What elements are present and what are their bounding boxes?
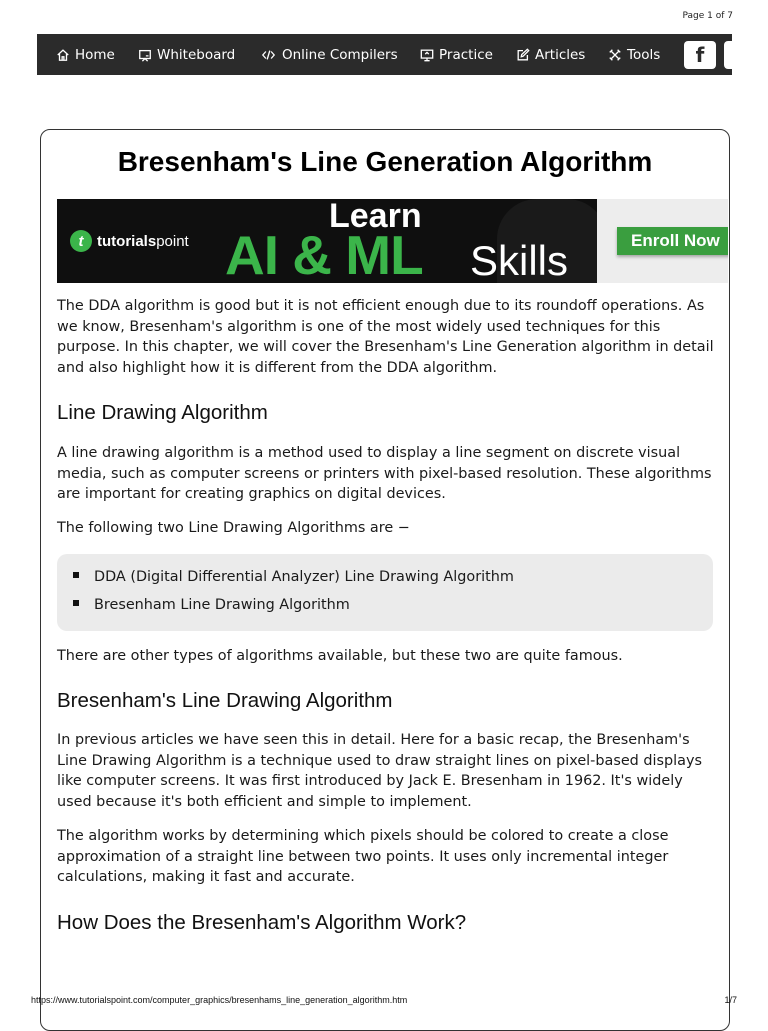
paragraph: The algorithm works by determining which pixels should be colored to create a close approximation of a straight line between two points. It uses only incremental integer calculations, making it fast and accurate.: [57, 828, 669, 886]
section-bresenham: [57, 689, 717, 713]
section-bresenham-body: [57, 730, 717, 813]
page-title: Bresenham's Line Generation Algorithm: [117, 146, 653, 177]
nav-articles-label: Articles: [535, 46, 586, 63]
nav-practice-label: Practice: [439, 46, 493, 63]
footer-url: https://www.tutorialspoint.com/computer_graphics/bresenhams_line_generation_algorithm.htm: [31, 995, 408, 1005]
list-item: [73, 569, 514, 585]
nav-whiteboard[interactable]: [138, 34, 235, 75]
logo-text-bold: tutorials: [97, 232, 157, 250]
nav-online-compilers[interactable]: [260, 34, 398, 75]
nav-home[interactable]: [56, 34, 115, 75]
paragraph: A line drawing algorithm is a method used to display a line segment on discrete visual media, such as computer screens or printers with pixel-based resolution. These algorithms are important for creating graphics on digital devices.: [57, 445, 712, 503]
section-bresenham-body-2: [57, 826, 717, 888]
nav-whiteboard-label: Whiteboard: [157, 46, 236, 63]
tools-icon: [608, 48, 622, 62]
logo-mark: t: [70, 230, 92, 252]
tutorialspoint-logo: [70, 230, 189, 252]
banner-learn: Learn: [329, 199, 422, 235]
intro-paragraph: The DDA algorithm is good but it is not efficient enough due to its roundoff operations. As we know, Bresenham's algorithm is one of the most widely used techniques for this purpose. In this chapter, we will cover the Bresenham's Line Generation algorithm in detail and also highlight how it is different from the DDA algorithm.: [57, 298, 714, 377]
section-heading: Bresenham's Line Drawing Algorithm: [57, 689, 393, 712]
section-line-drawing-tail: [57, 646, 717, 667]
section-line-drawing-lead: [57, 518, 717, 539]
nav-articles[interactable]: [516, 34, 585, 75]
top-navbar: [37, 34, 732, 75]
bullet-icon: [73, 572, 79, 578]
nav-online-compilers-label: Online Compilers: [282, 46, 398, 63]
whiteboard-icon: [138, 48, 152, 62]
paragraph: In previous articles we have seen this in detail. Here for a basic recap, the Bresenham's Line Drawing Algorithm is a technique used to draw straight lines on pixel-based displays like computer screens. It was first introduced by Jack E. Bresenham in 1962. It's widely used because it's both efficient and simple to implement.: [57, 732, 702, 811]
list-item-label: DDA (Digital Differential Analyzer) Line Drawing Algorithm: [94, 569, 514, 585]
nav-practice[interactable]: [420, 34, 493, 75]
practice-icon: [420, 48, 434, 62]
section-line-drawing-body: [57, 443, 717, 505]
list-item: [73, 597, 350, 613]
nav-tools[interactable]: [608, 34, 660, 75]
logo-text-rest: point: [156, 232, 189, 250]
nav-tools-label: Tools: [627, 46, 661, 63]
bullet-icon: [73, 600, 79, 606]
enroll-now-button[interactable]: Enroll Now: [617, 227, 728, 255]
banner-headline: AI & ML: [225, 224, 423, 283]
footer-page-number: 1/7: [724, 995, 737, 1005]
page-number-header: Page 1 of 7: [682, 11, 733, 21]
list-item-label: Bresenham Line Drawing Algorithm: [94, 597, 350, 613]
section-line-drawing: [57, 401, 717, 425]
intro-block: [57, 296, 717, 379]
home-icon: [56, 48, 70, 62]
code-icon: [260, 48, 277, 62]
edit-icon: [516, 48, 530, 62]
facebook-icon[interactable]: f: [684, 41, 716, 69]
nav-home-label: Home: [75, 46, 115, 63]
paragraph: There are other types of algorithms available, but these two are quite famous.: [57, 648, 623, 664]
section-how-it-works: [57, 911, 717, 935]
banner-skills: Skills: [470, 237, 569, 283]
ad-banner[interactable]: [57, 199, 728, 283]
social-icon-partial[interactable]: [724, 41, 732, 69]
algorithm-list: [57, 554, 713, 631]
section-heading: How Does the Bresenham's Algorithm Work?: [57, 911, 467, 934]
section-heading: Line Drawing Algorithm: [57, 401, 268, 424]
paragraph: The following two Line Drawing Algorithms are −: [57, 520, 410, 536]
